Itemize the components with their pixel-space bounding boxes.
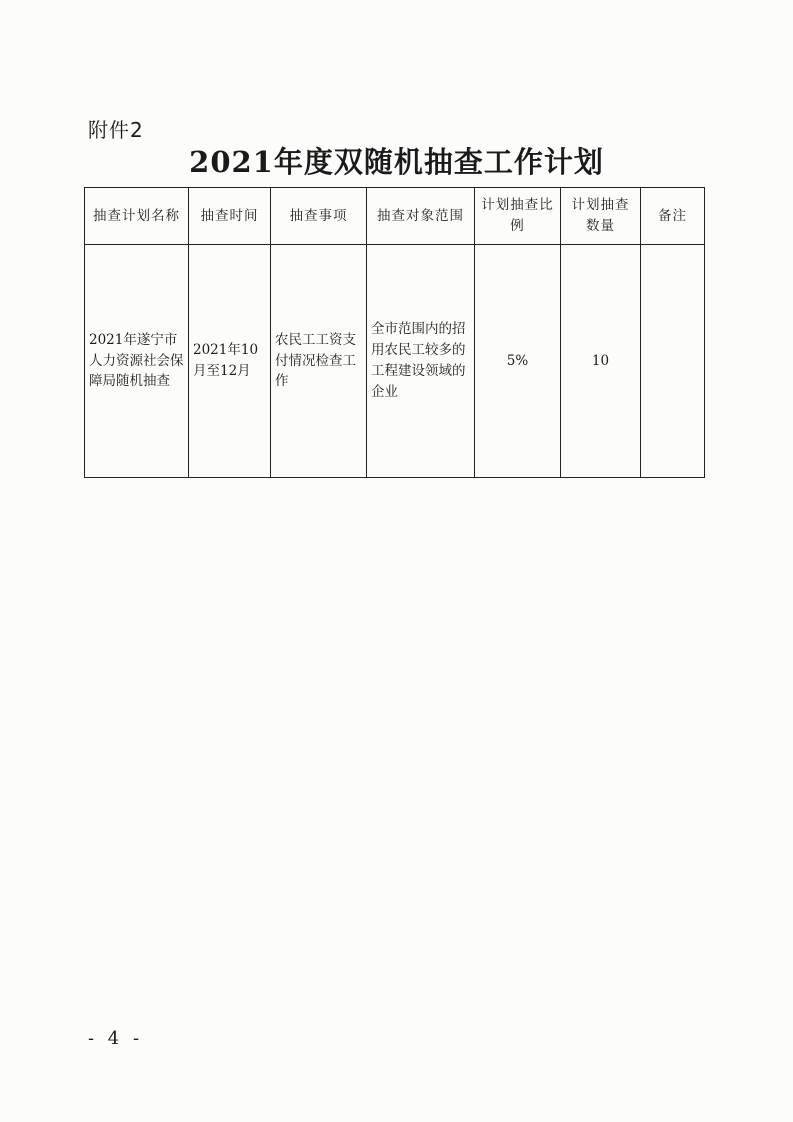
- cell-plan-name: 2021年遂宁市人力资源社会保障局随机抽查: [85, 245, 189, 478]
- header-plan-name: 抽查计划名称: [85, 188, 189, 245]
- header-scope: 抽查对象范围: [367, 188, 475, 245]
- cell-time: 2021年10月至12月: [189, 245, 271, 478]
- header-matter: 抽查事项: [271, 188, 367, 245]
- header-quantity: 计划抽查数量: [561, 188, 641, 245]
- cell-scope: 全市范围内的招用农民工较多的工程建设领域的企业: [367, 245, 475, 478]
- page-title: 2021年度双随机抽查工作计划: [189, 145, 604, 179]
- header-ratio: 计划抽查比例: [475, 188, 561, 245]
- page-number: - 4 -: [88, 1028, 144, 1049]
- header-remark: 备注: [641, 188, 705, 245]
- cell-remark: [641, 245, 705, 478]
- attachment-label: 附件2: [88, 118, 144, 142]
- cell-ratio: 5%: [475, 245, 561, 478]
- header-time: 抽查时间: [189, 188, 271, 245]
- cell-matter: 农民工工资支付情况检查工作: [271, 245, 367, 478]
- cell-quantity: 10: [561, 245, 641, 478]
- inspection-plan-table: [84, 187, 705, 478]
- table-row: [85, 245, 705, 478]
- table-header-row: [85, 188, 705, 245]
